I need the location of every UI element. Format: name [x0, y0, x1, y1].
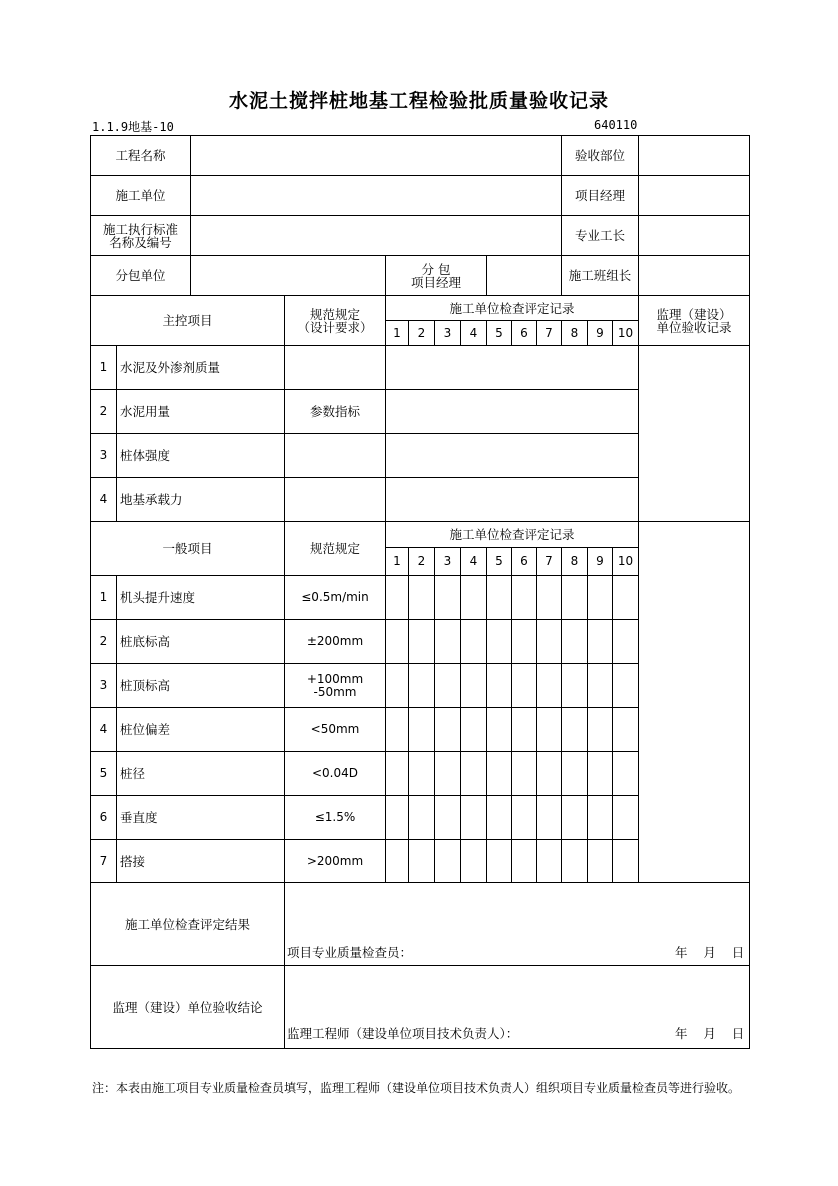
general-check-cell[interactable] [486, 751, 512, 796]
main-items-header: 主控项目 [90, 295, 285, 346]
label-subcontractor: 分包单位 [90, 255, 191, 296]
general-check-cell[interactable] [486, 839, 512, 883]
general-check-cell[interactable] [612, 663, 639, 708]
general-col-1: 1 [385, 547, 409, 576]
general-check-cell[interactable] [587, 707, 613, 752]
main-item-name: 水泥及外渗剂质量 [116, 345, 285, 390]
general-item-name: 桩底标高 [116, 619, 285, 664]
general-check-cell[interactable] [612, 575, 639, 620]
footnote: 注：本表由施工项目专业质量检查员填写，监理工程师（建设单位项目技术负责人）组织项目专业质量检查员等进行验收。 [92, 1081, 741, 1095]
general-check-cell[interactable] [511, 663, 537, 708]
general-item-name: 桩位偏差 [116, 707, 285, 752]
general-check-cell[interactable] [385, 839, 409, 883]
general-check-cell[interactable] [587, 663, 613, 708]
general-check-cell[interactable] [511, 751, 537, 796]
general-check-cell[interactable] [408, 663, 435, 708]
main-item-name: 桩体强度 [116, 433, 285, 478]
general-col-6: 6 [511, 547, 537, 576]
general-item-spec: <0.04D [284, 751, 386, 796]
general-check-cell[interactable] [460, 619, 487, 664]
general-check-cell[interactable] [385, 707, 409, 752]
general-item-number: 1 [90, 575, 117, 620]
main-item-spec [284, 433, 386, 478]
general-check-cell[interactable] [511, 707, 537, 752]
form-number: 640110 [594, 118, 638, 132]
main-record-header: 施工单位检查评定记录 [385, 295, 639, 321]
main-item-record[interactable] [385, 433, 639, 478]
general-check-cell[interactable] [511, 839, 537, 883]
result-date: 年 月 日 [675, 945, 745, 960]
foreman-field[interactable] [638, 215, 750, 256]
general-col-7: 7 [536, 547, 562, 576]
main-item-spec [284, 345, 386, 390]
general-check-cell[interactable] [536, 575, 562, 620]
general-check-cell[interactable] [486, 795, 512, 840]
label-standard: 施工执行标准 名称及编号 [90, 215, 191, 256]
general-check-cell[interactable] [587, 575, 613, 620]
general-check-cell[interactable] [536, 751, 562, 796]
general-item-name: 桩顶标高 [116, 663, 285, 708]
general-spec-header: 规范规定 [284, 521, 386, 576]
acceptance-part-field[interactable] [638, 135, 750, 176]
general-check-cell[interactable] [536, 839, 562, 883]
general-check-cell[interactable] [460, 707, 487, 752]
main-item-record[interactable] [385, 389, 639, 434]
general-check-cell[interactable] [486, 619, 512, 664]
main-item-name: 地基承载力 [116, 477, 285, 522]
main-col-10: 10 [612, 320, 639, 346]
general-item-number: 3 [90, 663, 117, 708]
main-item-record[interactable] [385, 477, 639, 522]
conclusion-date: 年 月 日 [675, 1026, 745, 1041]
standard-field[interactable] [190, 215, 562, 256]
main-col-9: 9 [587, 320, 613, 346]
general-check-cell[interactable] [511, 575, 537, 620]
main-col-3: 3 [434, 320, 461, 346]
main-item-number: 2 [90, 389, 117, 434]
main-item-spec: 参数指标 [284, 389, 386, 434]
label-project-name: 工程名称 [90, 135, 191, 176]
general-check-cell[interactable] [408, 751, 435, 796]
general-check-cell[interactable] [536, 663, 562, 708]
general-check-cell[interactable] [486, 663, 512, 708]
result-label: 施工单位检查评定结果 [90, 882, 285, 966]
main-spec-header: 规范规定 （设计要求） [284, 295, 386, 346]
label-sub-manager: 分 包 项目经理 [385, 255, 487, 296]
general-item-name: 垂直度 [116, 795, 285, 840]
conclusion-signer: 监理工程师（建设单位项目技术负责人）： [287, 1026, 519, 1041]
general-item-spec: >200mm [284, 839, 386, 883]
construction-unit-field[interactable] [190, 175, 562, 216]
main-item-name: 水泥用量 [116, 389, 285, 434]
general-item-spec: ≤0.5m/min [284, 575, 386, 620]
general-item-spec: ≤1.5% [284, 795, 386, 840]
general-check-cell[interactable] [434, 707, 461, 752]
project-manager-field[interactable] [638, 175, 750, 216]
general-check-cell[interactable] [460, 663, 487, 708]
sub-manager-field[interactable] [486, 255, 562, 296]
general-check-cell[interactable] [385, 663, 409, 708]
main-supervision-field[interactable] [638, 345, 750, 522]
general-col-5: 5 [486, 547, 512, 576]
general-check-cell[interactable] [385, 751, 409, 796]
project-name-field[interactable] [190, 135, 562, 176]
main-col-1: 1 [385, 320, 409, 346]
general-check-cell[interactable] [434, 751, 461, 796]
general-check-cell[interactable] [511, 619, 537, 664]
general-col-4: 4 [460, 547, 487, 576]
main-item-number: 3 [90, 433, 117, 478]
general-check-cell[interactable] [561, 575, 588, 620]
general-check-cell[interactable] [434, 839, 461, 883]
general-check-cell[interactable] [587, 751, 613, 796]
general-item-number: 7 [90, 839, 117, 883]
conclusion-label: 监理（建设）单位验收结论 [90, 965, 285, 1049]
supervision-header: 监理（建设） 单位验收记录 [638, 295, 750, 346]
general-check-cell[interactable] [587, 795, 613, 840]
main-item-number: 1 [90, 345, 117, 390]
general-check-cell[interactable] [434, 663, 461, 708]
general-items-header: 一般项目 [90, 521, 285, 576]
general-check-cell[interactable] [408, 575, 435, 620]
general-check-cell[interactable] [408, 707, 435, 752]
general-check-cell[interactable] [587, 839, 613, 883]
general-check-cell[interactable] [460, 839, 487, 883]
subcontractor-field[interactable] [190, 255, 386, 296]
general-item-number: 4 [90, 707, 117, 752]
label-project-manager: 项目经理 [561, 175, 639, 216]
general-item-spec: +100mm -50mm [284, 663, 386, 708]
main-col-6: 6 [511, 320, 537, 346]
general-item-number: 5 [90, 751, 117, 796]
general-item-name: 搭接 [116, 839, 285, 883]
general-check-cell[interactable] [434, 795, 461, 840]
main-col-2: 2 [408, 320, 435, 346]
main-col-5: 5 [486, 320, 512, 346]
general-check-cell[interactable] [408, 839, 435, 883]
general-check-cell[interactable] [561, 839, 588, 883]
main-col-7: 7 [536, 320, 562, 346]
general-check-cell[interactable] [612, 751, 639, 796]
general-col-10: 10 [612, 547, 639, 576]
team-leader-field[interactable] [638, 255, 750, 296]
general-col-8: 8 [561, 547, 588, 576]
general-check-cell[interactable] [434, 619, 461, 664]
general-check-cell[interactable] [385, 795, 409, 840]
general-record-header: 施工单位检查评定记录 [385, 521, 639, 548]
general-check-cell[interactable] [536, 795, 562, 840]
general-check-cell[interactable] [612, 795, 639, 840]
form-code: 1.1.9地基-10 [92, 120, 174, 134]
main-col-8: 8 [561, 320, 588, 346]
main-item-record[interactable] [385, 345, 639, 390]
general-check-cell[interactable] [587, 619, 613, 664]
general-check-cell[interactable] [385, 619, 409, 664]
general-check-cell[interactable] [536, 619, 562, 664]
general-check-cell[interactable] [434, 575, 461, 620]
general-item-number: 2 [90, 619, 117, 664]
general-item-spec: ±200mm [284, 619, 386, 664]
general-item-number: 6 [90, 795, 117, 840]
main-item-number: 4 [90, 477, 117, 522]
general-col-3: 3 [434, 547, 461, 576]
general-check-cell[interactable] [561, 707, 588, 752]
main-item-spec [284, 477, 386, 522]
general-check-cell[interactable] [408, 619, 435, 664]
label-foreman: 专业工长 [561, 215, 639, 256]
form-title: 水泥土搅拌桩地基工程检验批质量验收记录 [228, 90, 609, 112]
general-check-cell[interactable] [460, 795, 487, 840]
general-check-cell[interactable] [460, 575, 487, 620]
general-col-2: 2 [408, 547, 435, 576]
general-check-cell[interactable] [486, 707, 512, 752]
general-check-cell[interactable] [486, 575, 512, 620]
general-item-spec: <50mm [284, 707, 386, 752]
general-check-cell[interactable] [460, 751, 487, 796]
general-col-9: 9 [587, 547, 613, 576]
result-signer: 项目专业质量检查员： [287, 945, 413, 960]
label-acceptance-part: 验收部位 [561, 135, 639, 176]
general-check-cell[interactable] [561, 663, 588, 708]
general-item-name: 桩径 [116, 751, 285, 796]
label-construction-unit: 施工单位 [90, 175, 191, 216]
general-check-cell[interactable] [511, 795, 537, 840]
general-check-cell[interactable] [612, 619, 639, 664]
general-check-cell[interactable] [612, 839, 639, 883]
general-supervision-field[interactable] [638, 521, 750, 883]
general-item-name: 机头提升速度 [116, 575, 285, 620]
general-check-cell[interactable] [612, 707, 639, 752]
general-check-cell[interactable] [561, 619, 588, 664]
main-col-4: 4 [460, 320, 487, 346]
general-check-cell[interactable] [408, 795, 435, 840]
label-team-leader: 施工班组长 [561, 255, 639, 296]
general-check-cell[interactable] [561, 751, 588, 796]
general-check-cell[interactable] [561, 795, 588, 840]
general-check-cell[interactable] [385, 575, 409, 620]
general-check-cell[interactable] [536, 707, 562, 752]
